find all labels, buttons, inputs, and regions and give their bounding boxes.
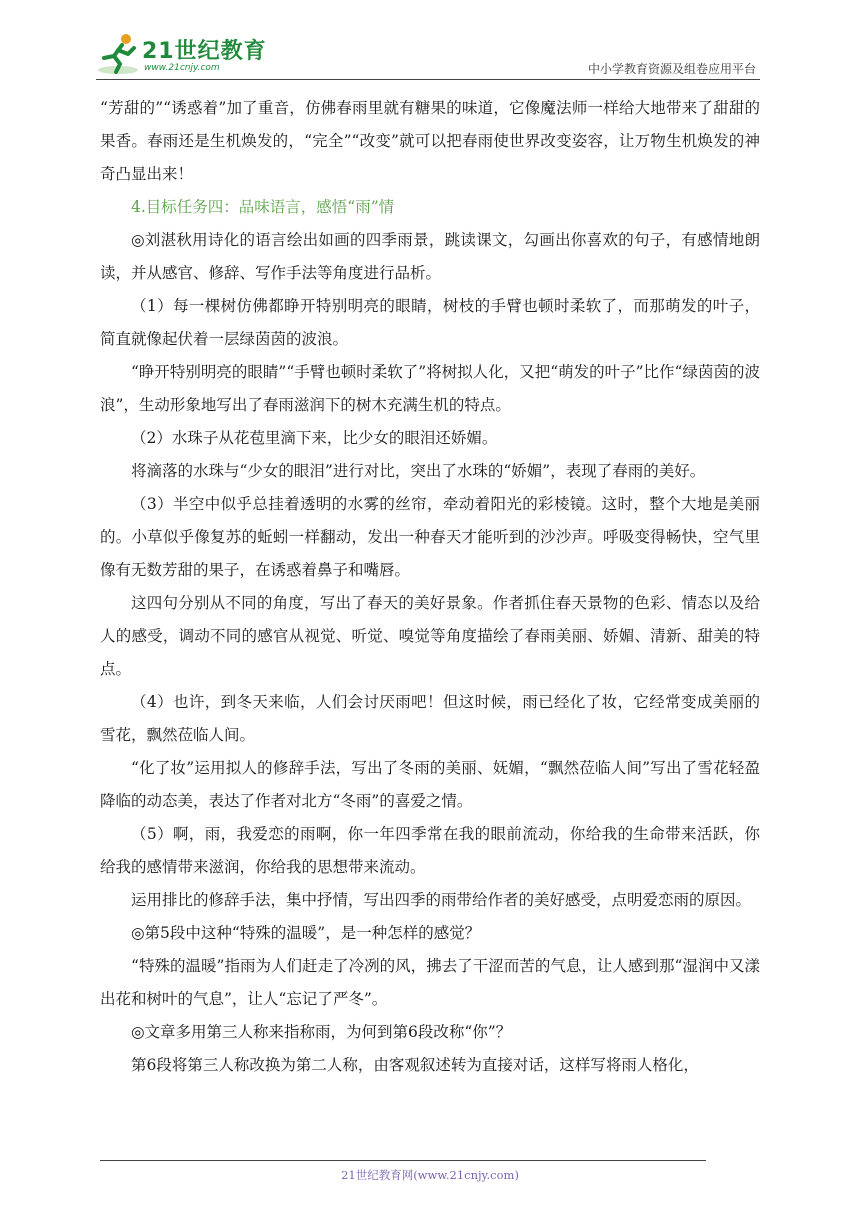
logo-wordmark: 21世纪教育 — [142, 39, 267, 64]
analysis-paragraph: “特殊的温暖”指雨为人们赶走了冷冽的风，拂去了干涩而苦的气息，让人感到那“湿润中又漾出花和树叶的气息”，让人“忘记了严冬”。 — [100, 957, 760, 1008]
question-paragraph: ◎文章多用第三人称来指称雨，为何到第6段改称“你”？ — [131, 1023, 512, 1041]
page-header — [96, 28, 760, 80]
quote-paragraph: （1）每一棵树仿佛都睁开特别明亮的眼睛，树枝的手臂也顿时柔软了，而那萌发的叶子，简直就像起伏着一层绿茵茵的波浪。 — [100, 297, 760, 348]
analysis-paragraph: 将滴落的水珠与“少女的眼泪”进行对比，突出了水珠的“娇媚”，表现了春雨的美好。 — [131, 462, 706, 480]
site-logo[interactable] — [96, 32, 266, 76]
header-divider — [96, 79, 760, 80]
logo-url: www.21cnjy.com — [144, 63, 220, 73]
page-footer[interactable]: 21世纪教育网(www.21cnjy.com) — [341, 1168, 519, 1182]
question-paragraph: ◎第5段中这种“特殊的温暖”，是一种怎样的感觉？ — [131, 924, 481, 942]
footer-divider — [100, 1160, 706, 1161]
quote-paragraph: （5）啊，雨，我爱恋的雨啊，你一年四季常在我的眼前流动，你给我的生命带来活跃，你给我的感情带来滋润，你给我的思想带来流动。 — [100, 825, 760, 876]
quote-paragraph: （4）也许，到冬天来临，人们会讨厌雨吧！但这时候，雨已经化了妆，它经常变成美丽的雪花，飘然莅临人间。 — [100, 693, 760, 744]
platform-title: 中小学教育资源及组卷应用平台 — [587, 62, 756, 76]
analysis-paragraph: “化了妆”运用拟人的修辞手法，写出了冬雨的美丽、妩媚，“飘然莅临人间”写出了雪花轻盈降临的动态美，表达了作者对北方“冬雨”的喜爱之情。 — [100, 759, 760, 810]
quote-paragraph: （3）半空中似乎总挂着透明的水雾的丝帘，牵动着阳光的彩棱镜。这时，整个大地是美丽的。小草似乎像复苏的蚯蚓一样翻动，发出一种春天才能听到的沙沙声。呼吸变得畅快，空气里像有无数芳甜的果子，在诱惑着鼻子和嘴唇。 — [100, 495, 760, 579]
analysis-paragraph: 这四句分别从不同的角度，写出了春天的美好景象。作者抓住春天景物的色彩、情态以及给人的感受，调动不同的感官从视觉、听觉、嗅觉等角度描绘了春雨美丽、娇媚、清新、甜美的特点。 — [100, 594, 760, 678]
question-paragraph: ◎刘湛秋用诗化的语言绘出如画的四季雨景，跳读课文，勾画出你喜欢的句子，有感情地朗读，并从感官、修辞、写作手法等角度进行品析。 — [100, 231, 760, 282]
section-heading: 4.目标任务四：品味语言，感悟“雨”情 — [131, 198, 395, 216]
document-body — [100, 92, 760, 1082]
analysis-paragraph: 第6段将第三人称改换为第二人称，由客观叙述转为直接对话，这样写将雨人格化， — [131, 1056, 699, 1074]
analysis-paragraph: “睁开特别明亮的眼睛”“手臂也顿时柔软了”将树拟人化，又把“萌发的叶子”比作“绿茵茵的波浪”，生动形象地写出了春雨滋润下的树木充满生机的特点。 — [100, 363, 760, 414]
quote-paragraph: （2）水珠子从花苞里滴下来，比少女的眼泪还娇媚。 — [131, 429, 498, 447]
runner-icon — [96, 32, 142, 76]
analysis-paragraph: 运用排比的修辞手法，集中抒情，写出四季的雨带给作者的美好感受，点明爱恋雨的原因。 — [131, 891, 752, 909]
paragraph: “芳甜的”“诱惑着”加了重音，仿佛春雨里就有糖果的味道，它像魔法师一样给大地带来了甜甜的果香。春雨还是生机焕发的，“完全”“改变”就可以把春雨使世界改变姿容，让万物生机焕发的神奇凸显出来！ — [100, 99, 760, 183]
